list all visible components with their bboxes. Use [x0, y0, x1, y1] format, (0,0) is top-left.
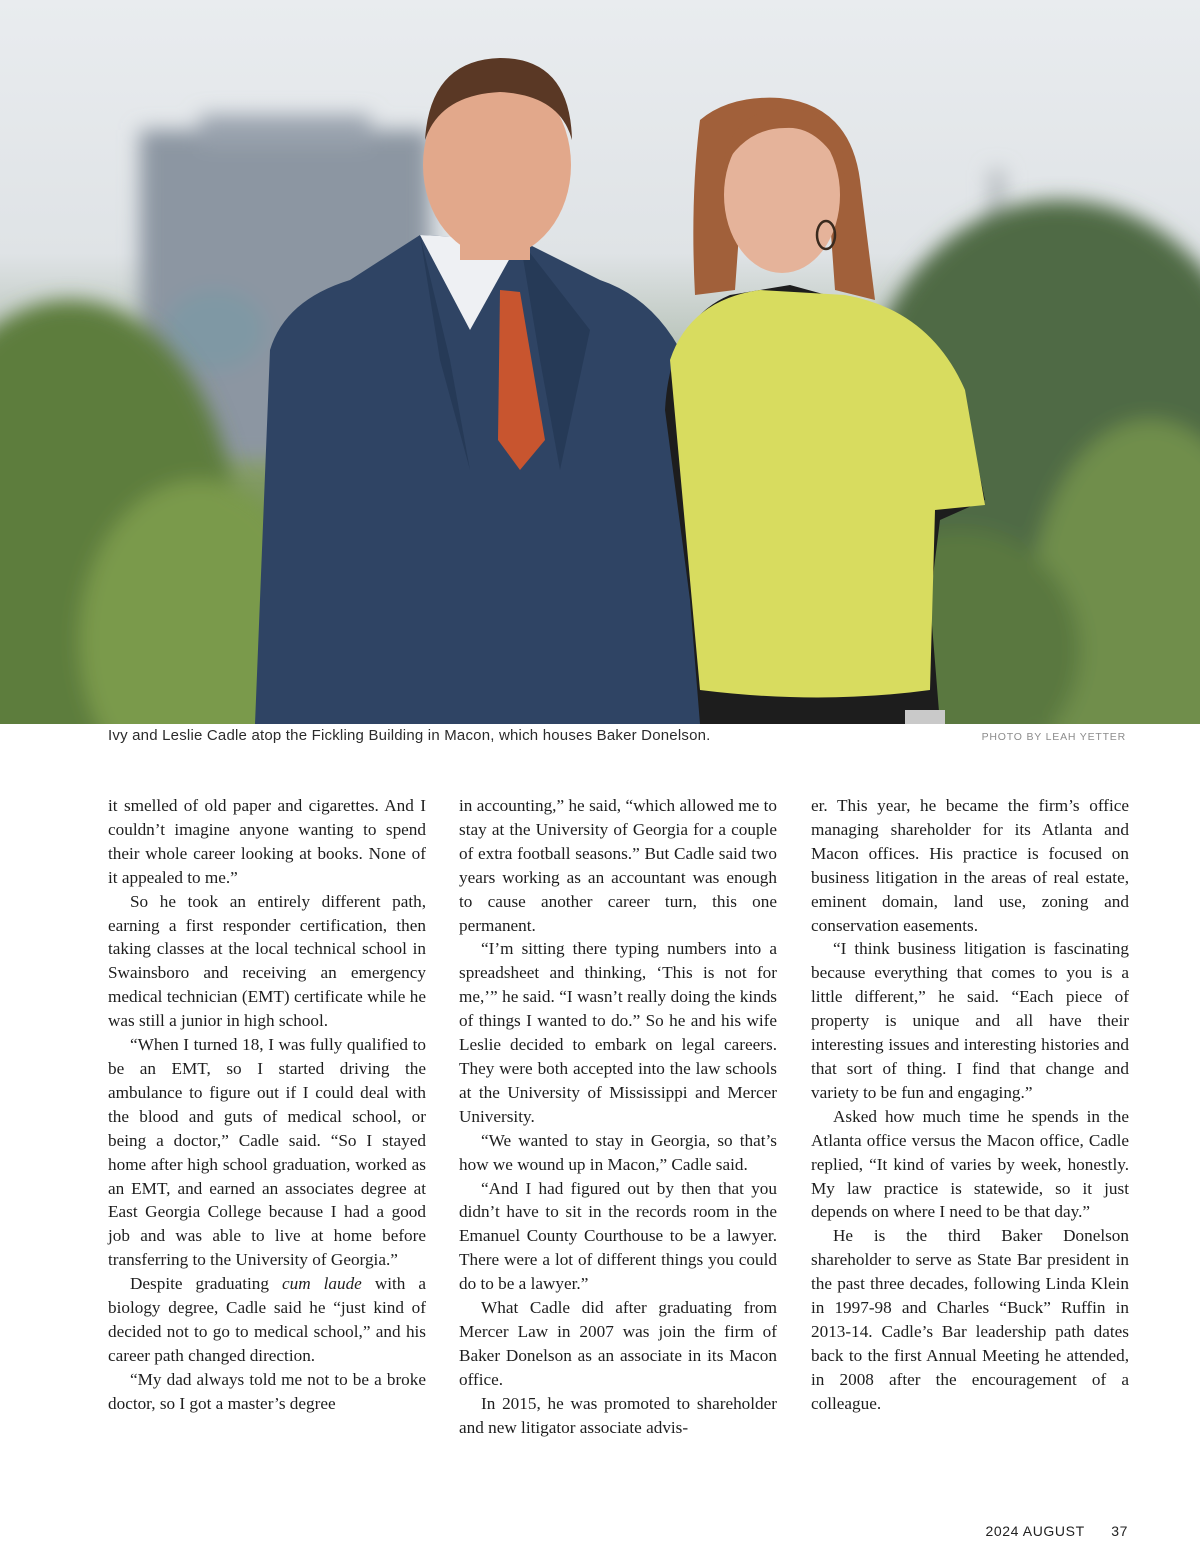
paragraph: What Cadle did after graduating from Mercer Law in 2007 was join the firm of Baker Donelson as an associate in its Macon office.: [459, 1298, 777, 1389]
photo-caption: Ivy and Leslie Cadle atop the Fickling Building in Macon, which houses Baker Donelson.: [108, 727, 711, 744]
paragraph: “And I had figured out by then that you didn’t have to sit in the records room in the Emanuel County Courthouse to be a lawyer. There were a lot of different things you could do to be a lawyer.”: [459, 1178, 777, 1294]
paragraph: “We wanted to stay in Georgia, so that’s how we wound up in Macon,” Cadle said.: [459, 1130, 777, 1174]
paragraph: it smelled of old paper and cigarettes. And I couldn’t imagine anyone wanting to spend their whole career looking at books. None of it appealed to me.”: [108, 796, 426, 887]
paragraph: He is the third Baker Donelson shareholder to serve as State Bar president in the past three decades, following Linda Klein in 1997-98 and Charles “Buck” Ruffin in 2013-14. Cadle’s Bar leadership path dates back to the first Annual Meeting he attended, in 2008 after the encouragement of a colleague.: [811, 1226, 1129, 1413]
paragraph: in accounting,” he said, “which allowed me to stay at the University of Georgia for a couple of extra football seasons.” But Cadle said two years working as an accountant was enough to cause another career turn, this one permanent.: [459, 796, 777, 935]
paragraph: Despite graduating cum laude with a biology degree, Cadle said he “just kind of decided not to go to medical school,” and his career path changed direction.: [108, 1274, 427, 1365]
cover-photo: [0, 0, 1200, 724]
paragraph: “My dad always told me not to be a broke doctor, so I got a master’s degree: [108, 1369, 426, 1413]
photo-credit: PHOTO BY LEAH YETTER: [981, 731, 1126, 743]
text-column-3: [811, 794, 1129, 1416]
italic-phrase: cum laude: [282, 1274, 362, 1294]
paragraph: “I’m sitting there typing numbers into a spreadsheet and thinking, ‘This is not for me,’” he said. “I wasn’t really doing the kinds of things I wanted to do.” So he and his wife Leslie decided to embark on legal careers. They were both accepted into the law schools at the University of Mississippi and Mercer University.: [459, 939, 777, 1126]
page-number: 37: [1111, 1523, 1128, 1539]
paragraph: er. This year, he became the firm’s office managing shareholder for its Atlanta and Macon offices. His practice is focused on business litigation in the areas of real estate, eminent domain, land use, zoning and conservation easements.: [811, 796, 1129, 935]
paragraph: So he took an entirely different path, earning a first responder certification, then taking classes at the local technical school in Swainsboro and receiving an emergency medical technician (EMT) certificate while he was still a junior in high school.: [108, 891, 426, 1031]
paragraph: In 2015, he was promoted to shareholder and new litigator associate advis-: [459, 1393, 777, 1437]
text-column-2: [459, 794, 777, 1439]
issue-date: 2024 AUGUST: [985, 1523, 1085, 1539]
page-footer: [986, 1523, 1128, 1539]
paragraph: Asked how much time he spends in the Atlanta office versus the Macon office, Cadle replied, “It kind of varies by week, honestly. My law practice is statewide, so it just depends on where I need to be that day.”: [811, 1106, 1129, 1222]
text-column-1: [108, 794, 426, 1416]
paragraph: “I think business litigation is fascinating because everything that comes to you is a little different,” he said. “Each piece of property is unique and all have their interesting issues and interesting histories and that sort of thing. I find that change and variety to be fun and engaging.”: [811, 939, 1129, 1102]
portrait-illustration: [0, 0, 1200, 724]
paragraph: “When I turned 18, I was fully qualified to be an EMT, so I started driving the ambulance to figure out if I could deal with the blood and guts of medical school, or being a doctor,” Cadle said. “So I stayed home after high school graduation, worked as an EMT, and earned an associates degree at East Georgia College because I had a good job and was able to live at home before transferring to the University of Georgia.”: [108, 1035, 426, 1270]
